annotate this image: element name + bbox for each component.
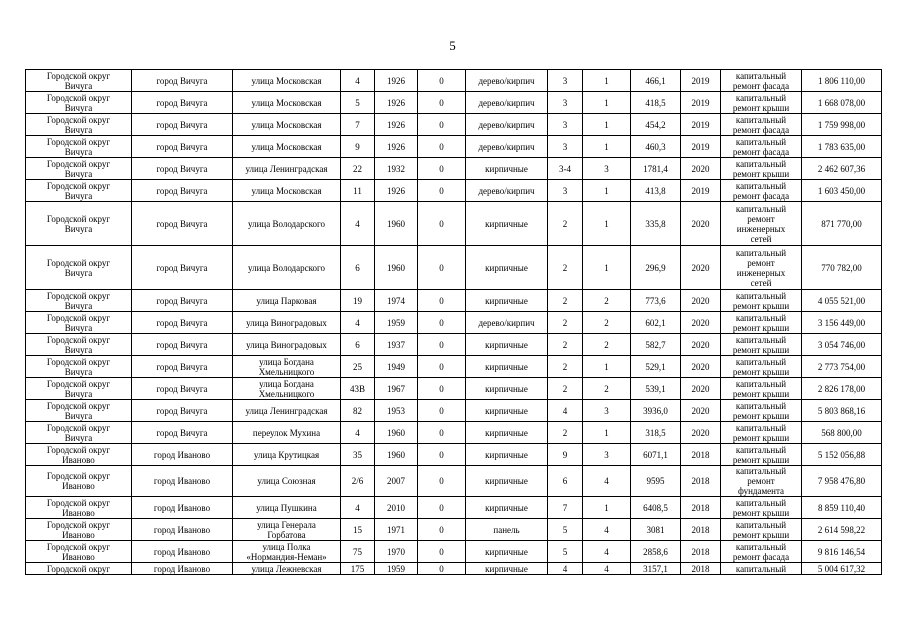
planned-year-cell: 2019 [681,180,721,202]
house-number-cell: 9 [341,136,375,158]
house-number-cell: 4 [341,422,375,444]
cost-cell: 7 958 476,80 [802,466,882,497]
planned-year-cell: 2019 [681,136,721,158]
table-row [26,444,882,466]
area-cell: 6071,1 [631,444,681,466]
work-type-cell: капитальный ремонт крыши [721,334,802,356]
work-type-cell: капитальный ремонт крыши [721,519,802,541]
entrances-cell: 4 [583,519,631,541]
wall-material-cell: дерево/кирпич [466,70,548,92]
planned-year-cell: 2020 [681,334,721,356]
street-cell: улица Парковая [233,290,341,312]
table-row [26,356,882,378]
settlement-cell: город Вичуга [132,356,233,378]
municipality-cell: Городской округ Вичуга [26,246,132,290]
street-cell: улица Московская [233,114,341,136]
table-row [26,541,882,563]
cost-cell: 2 462 607,36 [802,158,882,180]
table-row [26,497,882,519]
work-type-cell: капитальный ремонт крыши [721,312,802,334]
municipality-cell: Городской округ Иваново [26,519,132,541]
settlement-cell: город Иваново [132,497,233,519]
settlement-cell: город Вичуга [132,92,233,114]
year-major-repair-cell: 0 [418,519,466,541]
year-major-repair-cell: 0 [418,444,466,466]
area-cell: 529,1 [631,356,681,378]
area-cell: 3081 [631,519,681,541]
planned-year-cell: 2019 [681,70,721,92]
work-type-cell: капитальный ремонт крыши [721,497,802,519]
municipality-cell: Городской округ Иваново [26,497,132,519]
house-number-cell: 6 [341,334,375,356]
municipality-cell: Городской округ Вичуга [26,290,132,312]
house-number-cell: 175 [341,563,375,575]
settlement-cell: город Вичуга [132,202,233,246]
planned-year-cell: 2019 [681,92,721,114]
table-row [26,290,882,312]
work-type-cell: капитальный ремонт фасада [721,70,802,92]
entrances-cell: 2 [583,334,631,356]
floors-cell: 9 [548,444,583,466]
municipality-cell: Городской округ Вичуга [26,334,132,356]
year-major-repair-cell: 0 [418,246,466,290]
floors-cell: 3 [548,114,583,136]
municipality-cell: Городской округ Иваново [26,444,132,466]
floors-cell: 3 [548,136,583,158]
area-cell: 2858,6 [631,541,681,563]
street-cell: улица Пушкина [233,497,341,519]
area-cell: 413,8 [631,180,681,202]
table-row [26,466,882,497]
cost-cell: 1 783 635,00 [802,136,882,158]
floors-cell: 2 [548,356,583,378]
table-row [26,519,882,541]
table-row [26,563,882,575]
house-number-cell: 4 [341,497,375,519]
page-number: 5 [449,38,456,53]
area-cell: 318,5 [631,422,681,444]
year-built-cell: 2010 [375,497,418,519]
house-number-cell: 75 [341,541,375,563]
settlement-cell: город Иваново [132,444,233,466]
municipality-cell: Городской округ Вичуга [26,92,132,114]
street-cell: улица Союзная [233,466,341,497]
entrances-cell: 1 [583,356,631,378]
floors-cell: 5 [548,541,583,563]
cost-cell: 1 806 110,00 [802,70,882,92]
cost-cell: 770 782,00 [802,246,882,290]
street-cell: улица Лежневская [233,563,341,575]
year-built-cell: 1959 [375,563,418,575]
year-major-repair-cell: 0 [418,312,466,334]
settlement-cell: город Иваново [132,466,233,497]
year-built-cell: 1937 [375,334,418,356]
floors-cell: 6 [548,466,583,497]
house-number-cell: 11 [341,180,375,202]
settlement-cell: город Вичуга [132,158,233,180]
wall-material-cell: кирпичные [466,290,548,312]
settlement-cell: город Вичуга [132,114,233,136]
year-major-repair-cell: 0 [418,114,466,136]
entrances-cell: 1 [583,70,631,92]
work-type-cell: капитальный ремонт фасада [721,136,802,158]
entrances-cell: 1 [583,422,631,444]
street-cell: улица Московская [233,136,341,158]
wall-material-cell: кирпичные [466,497,548,519]
entrances-cell: 3 [583,444,631,466]
year-major-repair-cell: 0 [418,136,466,158]
planned-year-cell: 2018 [681,466,721,497]
year-major-repair-cell: 0 [418,400,466,422]
municipality-cell: Городской округ Вичуга [26,114,132,136]
street-cell: улица Крутицкая [233,444,341,466]
municipality-cell: Городской округ Вичуга [26,202,132,246]
settlement-cell: город Вичуга [132,334,233,356]
cost-cell: 9 816 146,54 [802,541,882,563]
table-row [26,334,882,356]
floors-cell: 2 [548,290,583,312]
settlement-cell: город Вичуга [132,136,233,158]
area-cell: 3936,0 [631,400,681,422]
table-row [26,400,882,422]
entrances-cell: 4 [583,541,631,563]
floors-cell: 3 [548,70,583,92]
wall-material-cell: кирпичные [466,378,548,400]
table-row [26,180,882,202]
entrances-cell: 2 [583,312,631,334]
wall-material-cell: кирпичные [466,356,548,378]
wall-material-cell: дерево/кирпич [466,114,548,136]
planned-year-cell: 2020 [681,312,721,334]
street-cell: улица Московская [233,92,341,114]
street-cell: улица Володарского [233,202,341,246]
cost-cell: 5 152 056,88 [802,444,882,466]
cost-cell: 1 759 998,00 [802,114,882,136]
entrances-cell: 1 [583,180,631,202]
year-major-repair-cell: 0 [418,290,466,312]
planned-year-cell: 2020 [681,422,721,444]
municipality-cell: Городской округ Вичуга [26,70,132,92]
entrances-cell: 1 [583,202,631,246]
floors-cell: 5 [548,519,583,541]
area-cell: 582,7 [631,334,681,356]
cost-cell: 5 004 617,32 [802,563,882,575]
planned-year-cell: 2018 [681,541,721,563]
house-number-cell: 19 [341,290,375,312]
house-number-cell: 15 [341,519,375,541]
cost-cell: 3 054 746,00 [802,334,882,356]
wall-material-cell: кирпичные [466,541,548,563]
settlement-cell: город Вичуга [132,246,233,290]
table-row [26,92,882,114]
entrances-cell: 1 [583,92,631,114]
buildings-repair-table [25,69,882,575]
year-major-repair-cell: 0 [418,541,466,563]
year-major-repair-cell: 0 [418,158,466,180]
house-number-cell: 5 [341,92,375,114]
year-built-cell: 2007 [375,466,418,497]
work-type-cell: капитальный ремонт крыши [721,378,802,400]
floors-cell: 2 [548,246,583,290]
street-cell: переулок Мухина [233,422,341,444]
wall-material-cell: дерево/кирпич [466,180,548,202]
wall-material-cell: дерево/кирпич [466,92,548,114]
planned-year-cell: 2019 [681,114,721,136]
street-cell: улица Генерала Горбатова [233,519,341,541]
table-row [26,422,882,444]
year-built-cell: 1926 [375,70,418,92]
house-number-cell: 2/6 [341,466,375,497]
wall-material-cell: кирпичные [466,246,548,290]
street-cell: улица Ленинградская [233,158,341,180]
year-major-repair-cell: 0 [418,563,466,575]
area-cell: 454,2 [631,114,681,136]
floors-cell: 2 [548,378,583,400]
table-row [26,114,882,136]
planned-year-cell: 2020 [681,400,721,422]
area-cell: 466,1 [631,70,681,92]
settlement-cell: город Вичуга [132,180,233,202]
entrances-cell: 4 [583,466,631,497]
year-major-repair-cell: 0 [418,378,466,400]
year-built-cell: 1971 [375,519,418,541]
street-cell: улица Московская [233,180,341,202]
entrances-cell: 4 [583,563,631,575]
wall-material-cell: кирпичные [466,466,548,497]
floors-cell: 4 [548,400,583,422]
planned-year-cell: 2020 [681,290,721,312]
work-type-cell: капитальный ремонт фасада [721,180,802,202]
area-cell: 460,3 [631,136,681,158]
entrances-cell: 3 [583,158,631,180]
planned-year-cell: 2020 [681,356,721,378]
house-number-cell: 6 [341,246,375,290]
year-built-cell: 1974 [375,290,418,312]
municipality-cell: Городской округ Вичуга [26,356,132,378]
street-cell: улица Богдана Хмельницкого [233,378,341,400]
street-cell: улица Богдана Хмельницкого [233,356,341,378]
cost-cell: 871 770,00 [802,202,882,246]
floors-cell: 3 [548,180,583,202]
cost-cell: 2 826 178,00 [802,378,882,400]
municipality-cell: Городской округ Вичуга [26,312,132,334]
year-built-cell: 1926 [375,114,418,136]
work-type-cell: капитальный [721,563,802,575]
cost-cell: 8 859 110,40 [802,497,882,519]
entrances-cell: 1 [583,136,631,158]
house-number-cell: 22 [341,158,375,180]
municipality-cell: Городской округ Вичуга [26,180,132,202]
planned-year-cell: 2018 [681,519,721,541]
year-major-repair-cell: 0 [418,334,466,356]
planned-year-cell: 2020 [681,202,721,246]
street-cell: улица Ленинградская [233,400,341,422]
house-number-cell: 35 [341,444,375,466]
settlement-cell: город Вичуга [132,400,233,422]
wall-material-cell: кирпичные [466,444,548,466]
wall-material-cell: кирпичные [466,202,548,246]
area-cell: 9595 [631,466,681,497]
house-number-cell: 7 [341,114,375,136]
municipality-cell: Городской округ Вичуга [26,158,132,180]
year-major-repair-cell: 0 [418,356,466,378]
street-cell: улица Московская [233,70,341,92]
work-type-cell: капитальный ремонт крыши [721,158,802,180]
year-built-cell: 1960 [375,422,418,444]
cost-cell: 3 156 449,00 [802,312,882,334]
floors-cell: 2 [548,334,583,356]
floors-cell: 2 [548,202,583,246]
year-built-cell: 1926 [375,92,418,114]
work-type-cell: капитальный ремонт крыши [721,422,802,444]
work-type-cell: капитальный ремонт фасада [721,114,802,136]
municipality-cell: Городской округ Иваново [26,466,132,497]
house-number-cell: 82 [341,400,375,422]
year-major-repair-cell: 0 [418,70,466,92]
house-number-cell: 4 [341,312,375,334]
year-built-cell: 1960 [375,444,418,466]
area-cell: 539,1 [631,378,681,400]
house-number-cell: 25 [341,356,375,378]
area-cell: 335,8 [631,202,681,246]
settlement-cell: город Иваново [132,563,233,575]
municipality-cell: Городской округ [26,563,132,575]
year-built-cell: 1967 [375,378,418,400]
year-built-cell: 1926 [375,136,418,158]
work-type-cell: капитальный ремонт крыши [721,444,802,466]
year-built-cell: 1953 [375,400,418,422]
year-major-repair-cell: 0 [418,92,466,114]
work-type-cell: капитальный ремонт инженерных сетей [721,202,802,246]
street-cell: улица Полка «Нормандия-Неман» [233,541,341,563]
year-built-cell: 1949 [375,356,418,378]
settlement-cell: город Вичуга [132,422,233,444]
table-row [26,312,882,334]
house-number-cell: 4 [341,202,375,246]
wall-material-cell: панель [466,519,548,541]
area-cell: 296,9 [631,246,681,290]
entrances-cell: 3 [583,400,631,422]
year-built-cell: 1932 [375,158,418,180]
table-row [26,136,882,158]
entrances-cell: 2 [583,290,631,312]
year-major-repair-cell: 0 [418,497,466,519]
year-major-repair-cell: 0 [418,202,466,246]
settlement-cell: город Вичуга [132,312,233,334]
entrances-cell: 1 [583,497,631,519]
cost-cell: 5 803 868,16 [802,400,882,422]
cost-cell: 2 773 754,00 [802,356,882,378]
wall-material-cell: кирпичные [466,422,548,444]
municipality-cell: Городской округ Вичуга [26,378,132,400]
municipality-cell: Городской округ Иваново [26,541,132,563]
table-row [26,70,882,92]
municipality-cell: Городской округ Вичуга [26,422,132,444]
street-cell: улица Виноградовых [233,334,341,356]
settlement-cell: город Вичуга [132,378,233,400]
floors-cell: 2 [548,422,583,444]
entrances-cell: 1 [583,246,631,290]
wall-material-cell: дерево/кирпич [466,312,548,334]
planned-year-cell: 2020 [681,378,721,400]
cost-cell: 568 800,00 [802,422,882,444]
year-built-cell: 1959 [375,312,418,334]
house-number-cell: 43В [341,378,375,400]
area-cell: 418,5 [631,92,681,114]
work-type-cell: капитальный ремонт крыши [721,400,802,422]
cost-cell: 1 603 450,00 [802,180,882,202]
planned-year-cell: 2020 [681,158,721,180]
year-built-cell: 1970 [375,541,418,563]
area-cell: 773,6 [631,290,681,312]
settlement-cell: город Вичуга [132,70,233,92]
work-type-cell: капитальный ремонт крыши [721,290,802,312]
table-row [26,158,882,180]
floors-cell: 3-4 [548,158,583,180]
table-row [26,202,882,246]
floors-cell: 4 [548,563,583,575]
planned-year-cell: 2020 [681,246,721,290]
wall-material-cell: кирпичные [466,563,548,575]
area-cell: 3157,1 [631,563,681,575]
planned-year-cell: 2018 [681,497,721,519]
floors-cell: 3 [548,92,583,114]
wall-material-cell: кирпичные [466,334,548,356]
settlement-cell: город Иваново [132,541,233,563]
year-major-repair-cell: 0 [418,180,466,202]
year-major-repair-cell: 0 [418,422,466,444]
year-built-cell: 1960 [375,202,418,246]
street-cell: улица Володарского [233,246,341,290]
area-cell: 602,1 [631,312,681,334]
settlement-cell: город Иваново [132,519,233,541]
area-cell: 6408,5 [631,497,681,519]
table-row [26,378,882,400]
year-built-cell: 1926 [375,180,418,202]
municipality-cell: Городской округ Вичуга [26,136,132,158]
year-major-repair-cell: 0 [418,466,466,497]
work-type-cell: капитальный ремонт крыши [721,356,802,378]
street-cell: улица Виноградовых [233,312,341,334]
cost-cell: 2 614 598,22 [802,519,882,541]
cost-cell: 1 668 078,00 [802,92,882,114]
entrances-cell: 2 [583,378,631,400]
table-row [26,246,882,290]
work-type-cell: капитальный ремонт фундамента [721,466,802,497]
year-built-cell: 1960 [375,246,418,290]
settlement-cell: город Вичуга [132,290,233,312]
wall-material-cell: дерево/кирпич [466,136,548,158]
area-cell: 1781,4 [631,158,681,180]
work-type-cell: капитальный ремонт инженерных сетей [721,246,802,290]
planned-year-cell: 2018 [681,444,721,466]
cost-cell: 4 055 521,00 [802,290,882,312]
house-number-cell: 4 [341,70,375,92]
floors-cell: 7 [548,497,583,519]
municipality-cell: Городской округ Вичуга [26,400,132,422]
planned-year-cell: 2018 [681,563,721,575]
work-type-cell: капитальный ремонт крыши [721,92,802,114]
work-type-cell: капитальный ремонт фасада [721,541,802,563]
entrances-cell: 1 [583,114,631,136]
floors-cell: 2 [548,312,583,334]
wall-material-cell: кирпичные [466,158,548,180]
wall-material-cell: кирпичные [466,400,548,422]
